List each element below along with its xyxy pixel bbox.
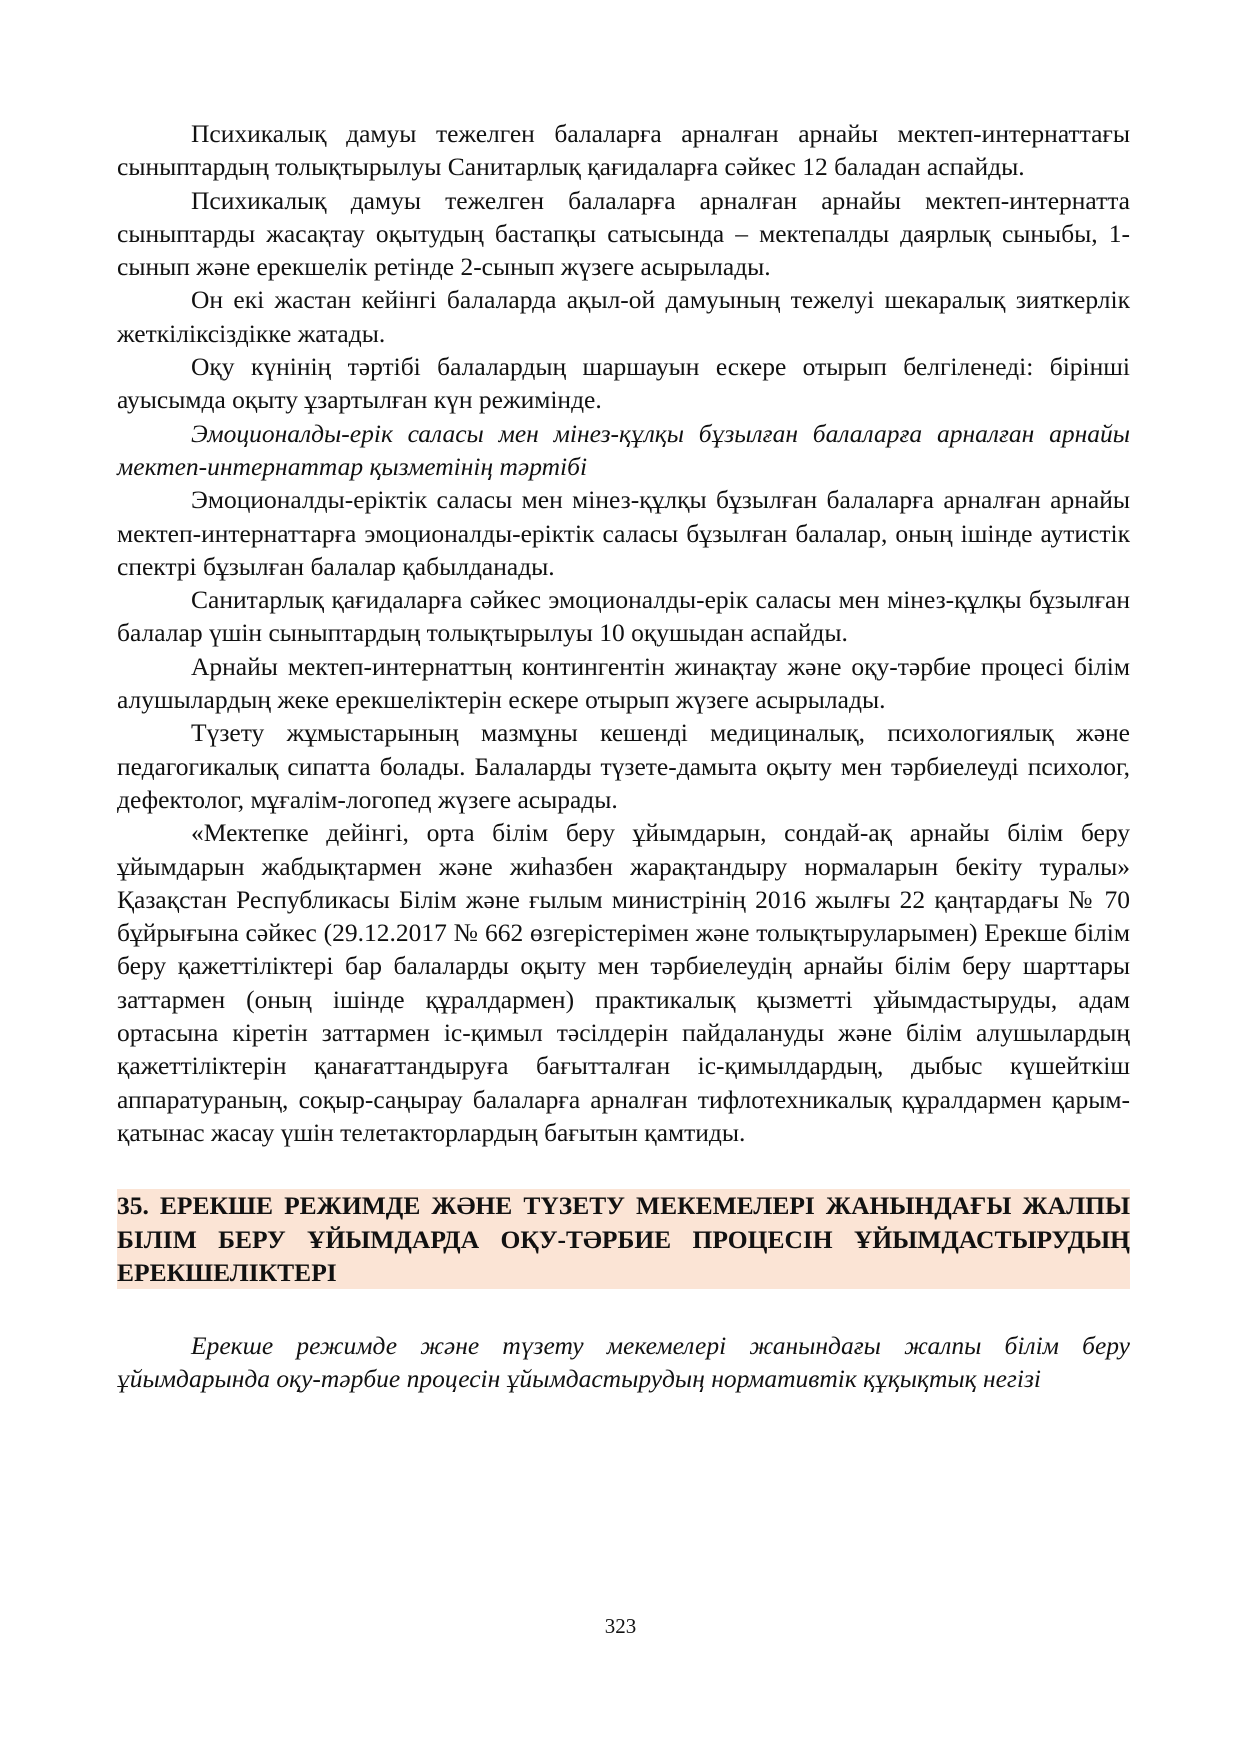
paragraph: Эмоционалды-еріктік саласы мен мінез-құлқы бұзылған балаларға арналған арнайы мектеп-интернаттарға эмоционалды-еріктік саласы бұзылған балалар, оның ішінде аутистік спектрі бұзылған балалар қабылданады.: [117, 485, 1130, 581]
paragraph: Түзету жұмыстарының мазмұны кешенді медициналық, психологиялық және педагогикалық сипатта болады. Балаларды түзете-дамыта оқыту мен тәрбиелеуді психолог, дефектолог, мұғалім-логопед жүзеге асырады.: [117, 718, 1130, 814]
italic-subheading: Ерекше режимде және түзету мекемелері жанындағы жалпы білім беру ұйымдарында оқу-тәрбие процесін ұйымдастырудың нормативтік құқықтық негізі: [117, 1331, 1130, 1394]
page-number: 323: [604, 1614, 637, 1638]
section-heading: 35. ЕРЕКШЕ РЕЖИМДЕ ЖӘНЕ ТҮЗЕТУ МЕКЕМЕЛЕРІ ЖАНЫНДАҒЫ ЖАЛПЫ БІЛІМ БЕРУ ҰЙЫМДАРДА ОҚУ-ТӘРБИЕ ПРОЦЕСІН ҰЙЫМДАСТЫРУДЫҢ ЕРЕКШЕЛІКТЕРІ: [117, 1189, 1130, 1289]
page-body: [117, 117, 1130, 1396]
paragraph: Психикалық дамуы тежелген балаларға арналған арнайы мектеп-интернаттағы сыныптардың толықтырылуы Санитарлық қағидаларға сәйкес 12 баладан аспайды.: [117, 119, 1130, 182]
paragraph: Он екі жастан кейінгі балаларда ақыл-ой дамуының тежелуі шекаралық зияткерлік жеткіліксіздікке жатады.: [117, 285, 1130, 348]
paragraph: Психикалық дамуы тежелген балаларға арналған арнайы мектеп-интернатта сыныптарды жасақтау оқытудың бастапқы сатысында – мектепалды даярлық сыныбы, 1-сынып және ерекшелік ретінде 2-сынып жүзеге асырылады.: [117, 185, 1130, 282]
italic-subheading: Эмоционалды-ерік саласы мен мінез-құлқы бұзылған балаларға арналған арнайы мектеп-интернаттар қызметінің тәртібі: [117, 418, 1130, 481]
paragraph: «Мектепке дейінгі, орта білім беру ұйымдарын, сондай-ақ арнайы білім беру ұйымдарын жабдықтармен және жиһазбен жарақтандыру нормаларын бекіту туралы» Қазақстан Республикасы Білім және ғылым министрінің 2016 жылғы 22 қаңтардағы № 70 бұйрығына сәйкес (29.12.2017 № 662 өзгерістерімен және толықтыруларымен) Ерекше білім беру қажеттіліктері бар балаларды оқыту мен тәрбиелеудің арнайы білім беру шарттары заттармен (оның ішінде құралдармен) практикалық қызметті ұйымдастыруды, адам ортасына кіретін заттармен іс-қимыл тәсілдерін пайдалануды және білім алушылардың қажеттіліктерін қанағаттандыруға бағытталған іс-қимылдардың, дыбыс күшейткіш аппаратураның, соқыр-саңырау балаларға арналған тифлотехникалық құралдармен қарым-қатынас жасау үшін телетакторлардың бағытын қамтиды.: [117, 818, 1130, 1147]
paragraph: Санитарлық қағидаларға сәйкес эмоционалды-ерік саласы мен мінез-құлқы бұзылған балалар үшін сыныптардың толықтырылуы 10 оқушыдан аспайды.: [117, 585, 1130, 648]
paragraph: Оқу күнінің тәртібі балалардың шаршауын ескере отырып белгіленеді: бірінші ауысымда оқыту ұзартылған күн режимінде.: [117, 352, 1130, 415]
paragraph: Арнайы мектеп-интернаттың контингентін жинақтау және оқу-тәрбие процесі білім алушылардың жеке ерекшеліктерін ескере отырып жүзеге асырылады.: [117, 651, 1130, 715]
